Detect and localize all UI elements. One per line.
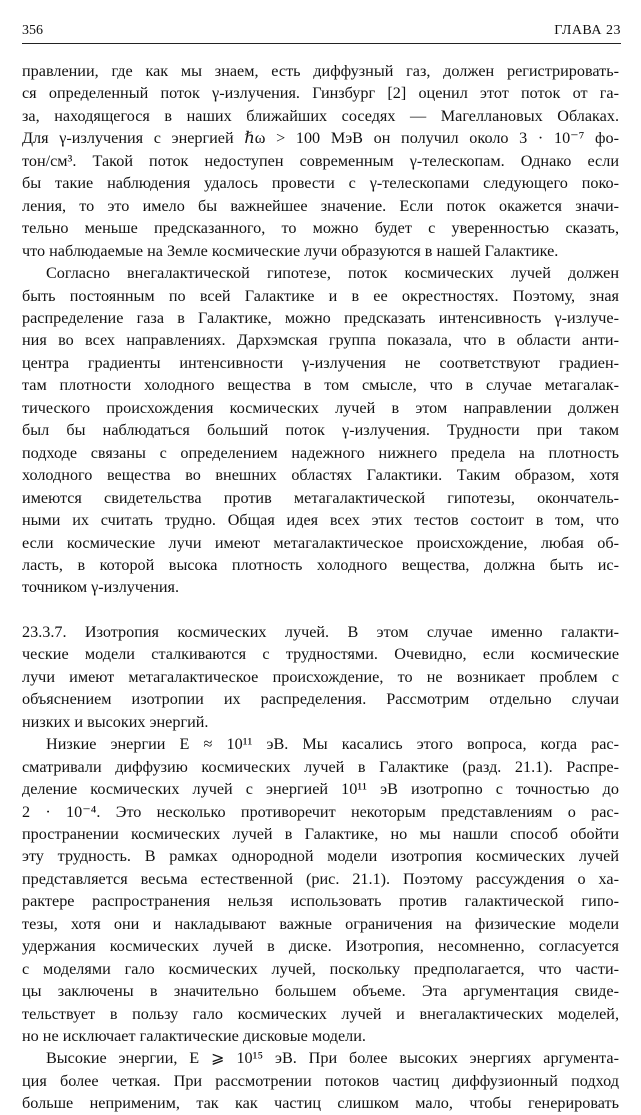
text-line: ния во всех направлениях. Дархэмская группа показала, что в области анти- bbox=[22, 331, 619, 350]
text-line: ласть, в которой высока плотность холодного вещества, должна быть ис- bbox=[22, 555, 619, 574]
text-line: пространении космических лучей в Галактике, но мы нашли способ обойти bbox=[22, 824, 619, 843]
text-line: удержания космических лучей в диске. Изотропия, несомненно, согласуется bbox=[22, 937, 619, 956]
text-line: правлении, где как мы знаем, есть диффузный газ, должен регистрировать- bbox=[22, 62, 619, 80]
subsection-heading-line: Низкие энергии E ≈ 10¹¹ эВ. Мы касались этого вопроса, когда рас- bbox=[46, 735, 619, 754]
text-line: эту трудность. В рамках однородной модели изотропия космических лучей bbox=[22, 847, 619, 866]
page-body bbox=[22, 60, 619, 1115]
text-line: там плотности холодного вещества в том смысле, что в случае метагалак- bbox=[22, 376, 619, 395]
text-line: тельно меньше предсказанного, то можно будет с уверенностью сказать, bbox=[22, 219, 619, 238]
text-line: цы заключены в значительно большем объеме. Эта аргументация свиде- bbox=[22, 982, 619, 1001]
text-line: лучи имеют метагалактическое происхождение, то не возникает проблем с bbox=[22, 667, 619, 686]
text-line: с моделями гало космических лучей, поскольку предполагается, что части- bbox=[22, 959, 619, 978]
text-line: деление космических лучей с энергией 10¹¹ эВ изотропно с точностью до bbox=[22, 780, 619, 799]
text-line: ция более четкая. При рассмотрении потоков частиц диффузионный подход bbox=[22, 1071, 619, 1090]
chapter-title: ГЛАВА 23 bbox=[554, 23, 621, 38]
text-line: тезы, хотя они и накладывают важные ограничения на физические модели bbox=[22, 914, 619, 933]
text-line: точником γ-излучения. bbox=[22, 578, 180, 597]
text-line: Для γ-излучения с энергией ℏω > 100 МэВ он получил около 3 · 10⁻⁷ фо- bbox=[22, 129, 619, 148]
text-line: что наблюдаемые на Земле космические лучи образуются в нашей Галактике. bbox=[22, 241, 559, 260]
text-line: представляется весьма естественной (рис. 21.1). Поэтому рассуждения о ха- bbox=[22, 869, 619, 888]
text-line: был бы наблюдаться больший поток γ-излучения. Трудности при таком bbox=[22, 421, 619, 440]
page-number: 356 bbox=[22, 23, 43, 38]
text-line: быть постоянным по всей Галактике и в ее окрестностях. Поэтому, зная bbox=[22, 286, 619, 305]
text-line: но не исключает галактические дисковые модели. bbox=[22, 1027, 366, 1046]
text-line: центра градиенты интенсивности γ-излучения не соответствуют градиен- bbox=[22, 353, 619, 372]
text-line: ления, то это имело бы важнейшее значение. Если поток окажется значи- bbox=[22, 196, 619, 215]
running-header bbox=[22, 22, 621, 44]
section-gap bbox=[22, 599, 619, 621]
text-line: холодного вещества во внешних областях Галактики. Таким образом, хотя bbox=[22, 466, 619, 485]
subsection-heading-line: Высокие энергии, E ⩾ 10¹⁵ эВ. При более высоких энергиях аргумента- bbox=[46, 1049, 619, 1068]
text-line: ся определенный поток γ-излучения. Гинзбург [2] оценил этот поток от га- bbox=[22, 84, 619, 103]
text-line: ными их считать трудно. Общая идея всех этих тестов состоит в том, что bbox=[22, 511, 619, 530]
text-line: если космические лучи имеют метагалактическое происхождение, любая об- bbox=[22, 533, 619, 552]
text-line: подходе связаны с определением надежного нижнего предела на плотность bbox=[22, 443, 619, 462]
text-line: ческие модели сталкиваются с трудностями. Очевидно, если космические bbox=[22, 645, 619, 664]
text-line: бы такие наблюдения удалось провести с γ-телескопами следующего поко- bbox=[22, 174, 619, 193]
section-heading-line: 23.3.7. Изотропия космических лучей. В этом случае именно галакти- bbox=[22, 622, 619, 641]
text-line: 2 · 10⁻⁴. Это несколько противоречит некоторым представлениям о рас- bbox=[22, 802, 619, 821]
text-line: тон/см³. Такой поток недоступен современным γ-телескопам. Однако если bbox=[22, 151, 619, 170]
text-line: рактере распространения нельзя использовать против галактической гипо- bbox=[22, 892, 619, 911]
text-line: тического происхождения космических лучей в этом направлении должен bbox=[22, 398, 619, 417]
text-line: за, находящегося в наших ближайших соседях — Магеллановых Облаках. bbox=[22, 106, 619, 125]
text-line: низких и высоких энергий. bbox=[22, 712, 209, 731]
text-line: Согласно внегалактической гипотезе, поток космических лучей должен bbox=[46, 264, 619, 283]
header-rule bbox=[22, 43, 621, 44]
text-line: сматривали диффузию космических лучей в Галактике (разд. 21.1). Распре- bbox=[22, 757, 619, 776]
text-line: распределение газа в Галактике, можно предсказать интенсивность γ-излуче- bbox=[22, 308, 619, 327]
text-line: объяснением изотропии их распределения. Рассмотрим отдельно случаи bbox=[22, 690, 619, 709]
text-line: больше неприменим, так как частиц слишком мало, чтобы генерировать bbox=[22, 1094, 619, 1113]
text-line: имеются свидетельства против метагалактической гипотезы, окончатель- bbox=[22, 488, 619, 507]
text-line: тельствует в пользу гало космических лучей и внегалактических моделей, bbox=[22, 1004, 619, 1023]
